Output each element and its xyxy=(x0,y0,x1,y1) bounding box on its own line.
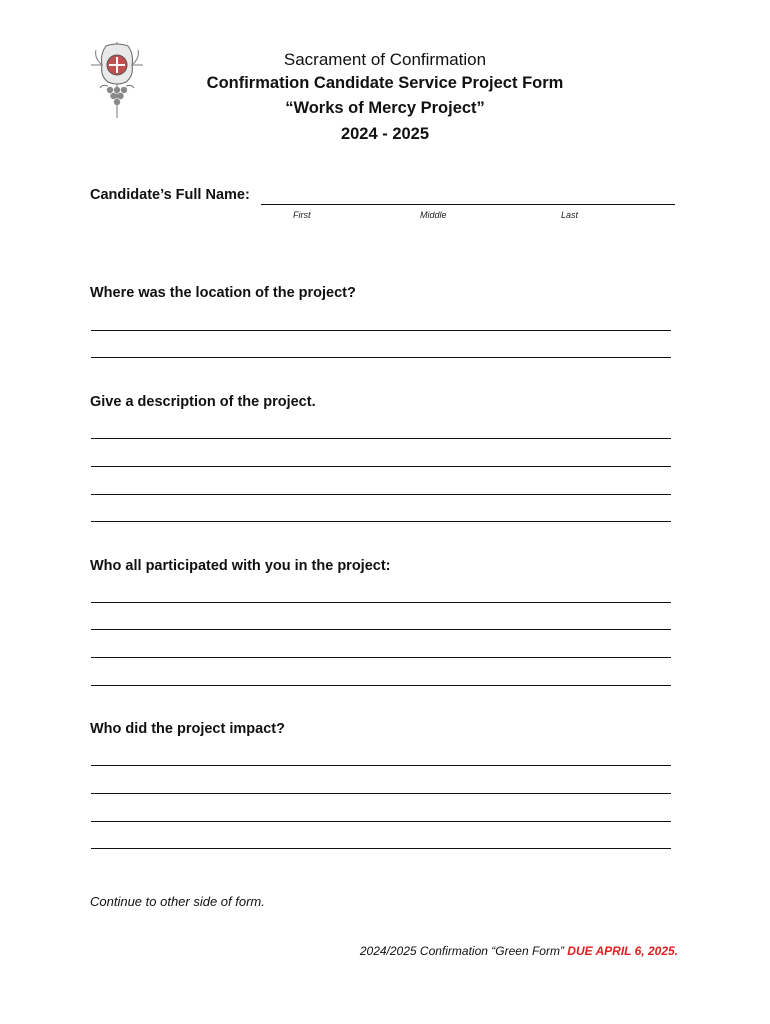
answer-line[interactable] xyxy=(91,494,671,495)
form-title: Confirmation Candidate Service Project Form xyxy=(206,74,564,92)
answer-line[interactable] xyxy=(91,602,671,603)
due-date: DUE APRIL 6, 2025. xyxy=(567,944,678,958)
answer-line[interactable] xyxy=(91,765,671,766)
question-location: Where was the location of the project? xyxy=(90,285,356,301)
answer-line[interactable] xyxy=(91,685,671,686)
answer-line[interactable] xyxy=(91,466,671,467)
answer-line[interactable] xyxy=(91,793,671,794)
answer-line[interactable] xyxy=(91,357,671,358)
answer-line[interactable] xyxy=(91,821,671,822)
full-name-label: Candidate’s Full Name: xyxy=(90,187,250,203)
answer-line[interactable] xyxy=(91,330,671,331)
answer-line[interactable] xyxy=(91,521,671,522)
school-year: 2024 - 2025 xyxy=(340,125,430,143)
answer-line[interactable] xyxy=(91,657,671,658)
answer-line[interactable] xyxy=(91,629,671,630)
first-name-caption: First xyxy=(293,210,311,220)
answer-line[interactable] xyxy=(91,848,671,849)
continue-note: Continue to other side of form. xyxy=(90,894,265,909)
last-name-caption: Last xyxy=(561,210,579,220)
footer-form-label: 2024/2025 Confirmation “Green Form” xyxy=(359,944,564,958)
sacrament-title: Sacrament of Confirmation xyxy=(283,50,487,69)
project-subtitle: “Works of Mercy Project” xyxy=(285,99,485,117)
full-name-field[interactable] xyxy=(261,204,675,205)
question-impact: Who did the project impact? xyxy=(90,721,285,737)
question-description: Give a description of the project. xyxy=(90,394,316,410)
middle-name-caption: Middle xyxy=(420,210,447,220)
answer-line[interactable] xyxy=(91,438,671,439)
footer-note xyxy=(360,944,678,958)
question-participants: Who all participated with you in the project: xyxy=(90,558,391,574)
